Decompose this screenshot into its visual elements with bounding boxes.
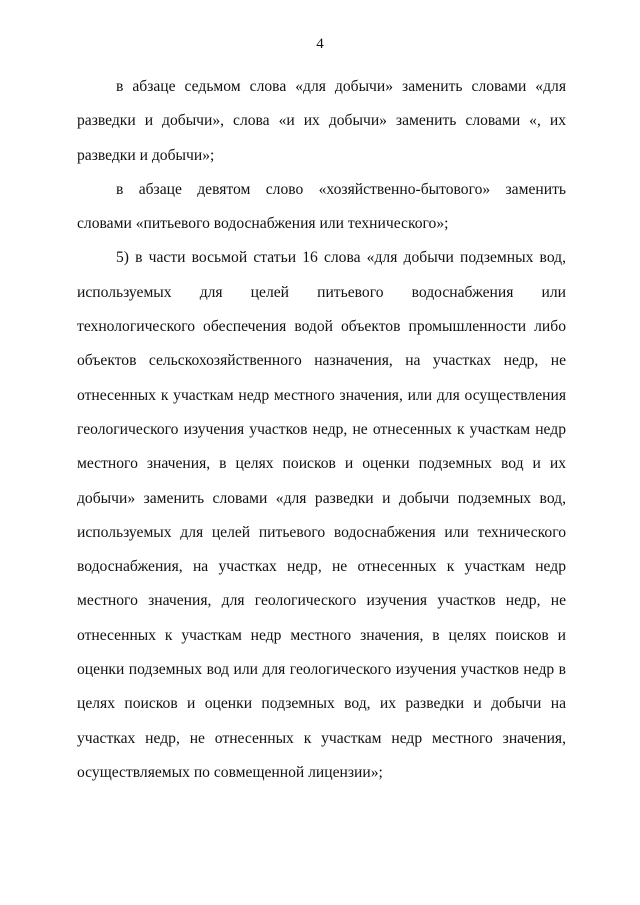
paragraph-item-5: 5) в части восьмой статьи 16 слова «для добычи подземных вод, используемых для целей питьевого водоснабжения или технологического обеспечения водой объектов промышленности либо объектов сельскохозяйственного назначения, на участках недр, не отнесенных к участкам недр местного значения, или для осуществления геологического изучения участков недр, не отнесенных к участкам недр местного значения, в целях поисков и оценки подземных вод и их добычи» заменить словами «для разведки и добычи подземных вод, используемых для целей питьевого водоснабжения или технического водоснабжения, на участках недр, не отнесенных к участкам недр местного значения, для геологического изучения участков недр, не отнесенных к участкам недр местного значения, в целях поисков и оценки подземных вод или для геологического изучения участков недр в целях поисков и оценки подземных вод, их разведки и добычи на участках недр, не отнесенных к участкам недр местного значения, осуществляемых по совмещенной лицензии»; [77,249,566,781]
paragraph-abzac-sedmoy: в абзаце седьмом слова «для добычи» заменить словами «для разведки и добычи», слова «и их добычи» заменить словами «, их разведки и добычи»; [77,78,566,164]
document-body [77,70,566,790]
page-number: 4 [316,36,324,52]
paragraph-abzac-devyatyy: в абзаце девятом слово «хозяйственно-бытового» заменить словами «питьевого водоснабжения или технического»; [77,180,566,233]
